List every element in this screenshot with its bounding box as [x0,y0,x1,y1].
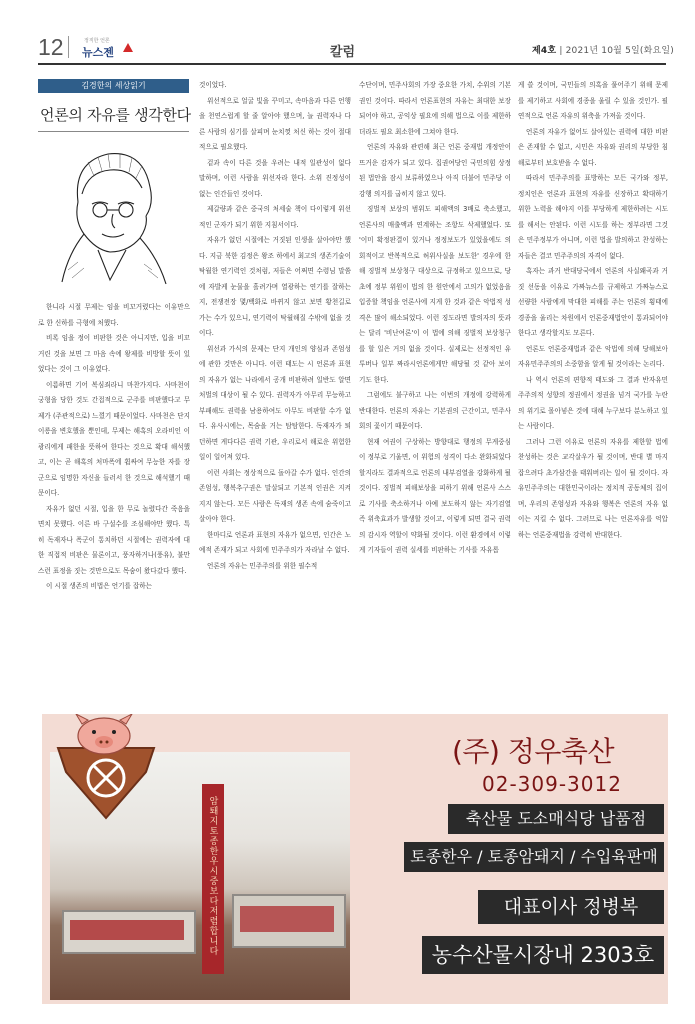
headline-rule [38,131,189,132]
paragraph: 나 역시 언론의 편향적 태도와 그 결과 반자유민주주의적 성향의 정권에서 정권을 넘겨 국가를 누란의 위기로 몰아넣은 것에 대해 누구보다 분노하고 있는 사람이다. [518,375,668,430]
paragraph: 혹자는 과거 반대당국에서 언론의 사실왜곡과 거짓 선동을 이유로 가짜뉴스를 규제하고 가짜뉴스로 선량한 사람에게 막대한 피해를 주는 언론의 횡태에 경종을 울리는 차원에서 언론중재법안이 통과되어야 한다고 생각할지도 모른다. [518,267,668,337]
paragraph: 이런 사회는 정상적으로 돌아갈 수가 없다. 인간의 존엄성, 행복추구권은 말살되고 기본적 인권은 지켜지지 않는다. 모든 사람은 독재의 생존 속에 숨죽이고 살아야 한다. [199,468,351,523]
pig-mascot-icon [46,714,166,826]
series-label: 김경한의 세상읽기 [38,79,189,93]
ad-address: 농수산물시장내 2303호 [422,936,664,974]
company-name: (주) 정우축산 [452,735,614,768]
header-rule [38,63,666,65]
paragraph: 것이었다. [199,81,227,89]
paragraph: 언론의 자유가 없어도 살아있는 권력에 대한 비판은 존재할 수 없고, 시민은 자유와 권리의 부당한 침해로부터 보호받을 수 없다. [518,127,668,167]
meat-display [240,906,334,932]
paragraph: 그러나 그런 이유로 언론의 자유를 제한할 법에 찬성하는 것은 교각살우가 될 것이며, 반대 별 마지 잡으려다 초가삼간을 태워버리는 일이 될 것이다. 자유민주주의는 대한민국이라는 정치적 공동체의 집이며, 우리의 존엄성과 자유와 행복은 언론의 자유 없이는 지킬 수 없다. 그러므로 나는 언론자유를 억압하는 언론중재법을 강력히 반대한다. [518,437,668,539]
issue-date: 2021년 10월 5일(화요일) [565,46,675,56]
page-number: 12 [38,34,64,60]
paragraph: 자유가 없던 시절에는 거짓된 인생을 살아야만 했다. 지금 북한 김정은 왕조 하에서 최고의 생존기술이 탁월한 연기력인 것처럼, 저들은 어쩌면 수령님 말씀에 자발케 눈물을 흘려가며 열광하는 연기를 잘하는지, 전쟁전장 몇/백화로 바뀌지 않고 보면 황천길로 가는 수가 있으니, 연기력이 탁월해질 수밖에 없을 것이다. [199,236,351,337]
author-portrait-sketch [48,142,178,292]
article-column-2 [199,78,351,574]
paragraph: 수단이며, 민주사회의 가장 중요한 가치, 수위의 기본권인 것이다. 따라서 언론표현의 자유는 최대한 보장되어야 하고, 공익상 필요에 의해 법으로 이를 제한하더라도 필요 최소한에 그쳐야 한다. [359,81,511,136]
paragraph: 자유가 없던 시절, 입을 한 무로 놀렸다간 죽음을 면치 못했다. 이른 바 구설수를 조심해야만 했다. 특히 독재자나 폭군이 통치하던 시절에는 권력자에 대한 직접적 비판은 물론이고, 풍자하거나(풍유), 불만스런 표정을 짓는 것만으로도 목숨이 왔다갔다 했다. [38,504,190,575]
paragraph: 비록 임을 정이 비판한 것은 아니지만, 입을 비꼬거린 것을 보면 그 마음 속에 왕제를 비방할 뜻이 있었다는 것이 그 이유였다. [38,334,190,373]
paragraph: 위선적으로 얼굴 빛을 꾸미고, 속마음과 다른 언행을 천연스럽게 할 줄 알아야 했으며, 늘 권력자나 다른 사람의 심기를 살피며 눈치껏 처신 하는 것이 절대적으로 필요했다. [199,96,351,151]
paragraph: 한마디로 언론과 표현의 자유가 없으면, 인간은 노예적 존재가 되고 사회에 민주주의가 자라날 수 없다. [199,530,351,554]
logo-tagline: 정직한 언론 [84,38,110,44]
paragraph: 징벌적 보상의 범위도 피해액의 3배로 축소했고, 언론사의 매출액과 연계하는 조항도 삭제했었다. 또 '이미 확정판결이 있거나 정정보도가 있었을에도 의회적이고 반복적으로 허위사실을 보도한' 경우에 한해 징벌적 보상청구 대상으로 규정하고 있으므로, 당초에 정부 위원이 법의 한 원안에서 고의가 없었음을 입증할 책임을 언론사에 지게 한 것과 같은 악법적 성격은 많이 해소되었다. 이런 징도라면 발의자의 뜻과는 달리 '비난여론'이 이 법에 의해 징벌적 보상청구를 할 일은 거의 없을 것이다. 실제로는 선정적인 유투버나 일부 짜라시언론에게만 해당될 것 같아 보이기도 한다. [359,205,511,384]
paragraph: 현재 여권이 구상하는 방향대로 행정의 무게중심이 정부로 기울면, 이 위험의 성격이 다소 완화되었다 할지라도 결과적으로 언론의 내부검열을 강화하게 될 것이다. 징벌적 피해보상을 피하기 위해 언론사 스스로 기사를 축소하거나 아예 보도하지 않는 자기검열 즉 위축효과가 발생할 것이고, 이렇게 되면 결국 권력의 감시자 역할이 약화될 것이다. 이런 환경에서 이렇게 기자들이 권력 실세를 비판하는 기사를 자유롭 [359,437,511,554]
ad-tagline: 축산물 도소매식당 납품점 [448,804,664,834]
newspaper-logo: 뉴스젠 [82,47,114,59]
paragraph: 게 쓸 것이며, 국민들의 의혹을 풀어주기 위해 문제를 제기하고 사회에 경종을 울릴 수 있을 것인가. 필연적으로 언론 자유의 위축을 가져올 것이다. [518,81,668,120]
issue-number: 제4호 [532,46,557,56]
article-column-3 [359,78,511,559]
paragraph: 이 시절 생존의 비법은 언기를 잡하는 [46,582,153,590]
paragraph: 위선과 가식의 문제는 단지 개인의 양심과 존엄성에 관한 것만은 아니다. 이런 태도는 시 언론과 표현의 자유가 없는 나라에서 공개 비판하려 일반도 알면 처벌의 대상이 될 수 있다. 권력자가 아무리 무능하고 부패해도 권력을 남용하여도 아무도 비판할 수가 없다. 유사시에는, 목숨을 거는 탐탐한다. 독재자가 퇴던하면 게다다른 권력 기관, 우리로서 해로운 위험한 일이 일어져 있다. [199,344,351,461]
ad-products: 토종한우 / 토종암돼지 / 수입육판매 [404,842,664,872]
paragraph: 따라서 민주주의를 표방하는 모든 국가와 정부, 정치인은 언론과 표현의 자유를 신장하고 확대하기 위한 노력을 해야지 이를 부당하게 제한하려는 시도를 해서는 안된다. 이런 시도를 하는 정부라면 그것은 민주정부가 아니며, 이런 법을 발의하고 찬성하는 자들은 결코 민주주의의 자격이 없다. [518,174,668,260]
meat-display [70,920,184,940]
issue-dateline: 제4호 | 2021년 10월 5일(화요일) [532,46,675,56]
ad-ceo: 대표이사 정병복 [478,890,664,924]
article-column-1 [38,300,190,595]
article-column-4 [518,78,668,543]
paragraph: 겉과 속이 다른 것을 우려는 내적 일관성이 없다 말하며, 이런 사람을 위선자라 한다. 소위 진정성이 없는 인간들인 것이다. [199,158,351,198]
logo-mark-icon [123,43,133,52]
header-divider [68,36,69,58]
section-title: 칼럼 [330,45,356,60]
paragraph: 이름하면 기어 복심죄라니 마찬가지다. 사마천이 궁형을 당한 것도 간접적으로 군주를 비판했다고 무제가 (주관적으로) 느꼈기 때문이었다. 사마천은 단지 이릉을 변호했을 뿐인데, 무제는 해혹의 오라비인 이광리에게 패한을 뜻하여 한다는 것으로 확대 해석했고, 이는 곧 해혹의 처마폭에 휩싸여 무능한 자를 장군으로 임명한 자신을 들러서 한 것으로 해석했기 때문이다. [38,380,190,497]
paragraph: 그럼에도 불구하고 나는 이번의 개정에 강력하게 반대한다. 언론의 자유는 기본권의 근간이고, 민주사회의 꽃이기 때문이다. [359,391,511,430]
paragraph: 제갈량과 같은 중국의 처세술 책이 다이렇게 위선적인 군자가 되기 위한 지침서이다. [199,205,351,229]
phone-number: 02-309-3012 [482,772,622,796]
store-banner-text: 암퇘지 토종한우 시중보다 저렴합니다 [209,797,219,957]
paragraph: 언론도 언론중재법과 같은 악법에 의해 당해보아 자유민주주의의 소중함을 알게 될 것이라는 논리다. [518,344,668,368]
paragraph: 언론의 자유는 민주주의를 위한 필수적 [207,561,318,570]
article-headline: 언론의 자유를 생각한다 [40,106,191,124]
paragraph: 언론의 자유와 관련해 최근 언론 중재법 개정안이 뜨거운 감자가 되고 있다. 집권여당인 국민의힘 상정된 법안을 잠시 보류하였으나 아직 더불어 민주당 이 강행 의지를 굽히지 않고 있다. [359,143,511,198]
paragraph: 한니라 시절 무제는 임을 비꼬거렸다는 이유만으로 한 신하를 극형에 처했다. [38,303,190,327]
advertisement [42,714,668,1004]
